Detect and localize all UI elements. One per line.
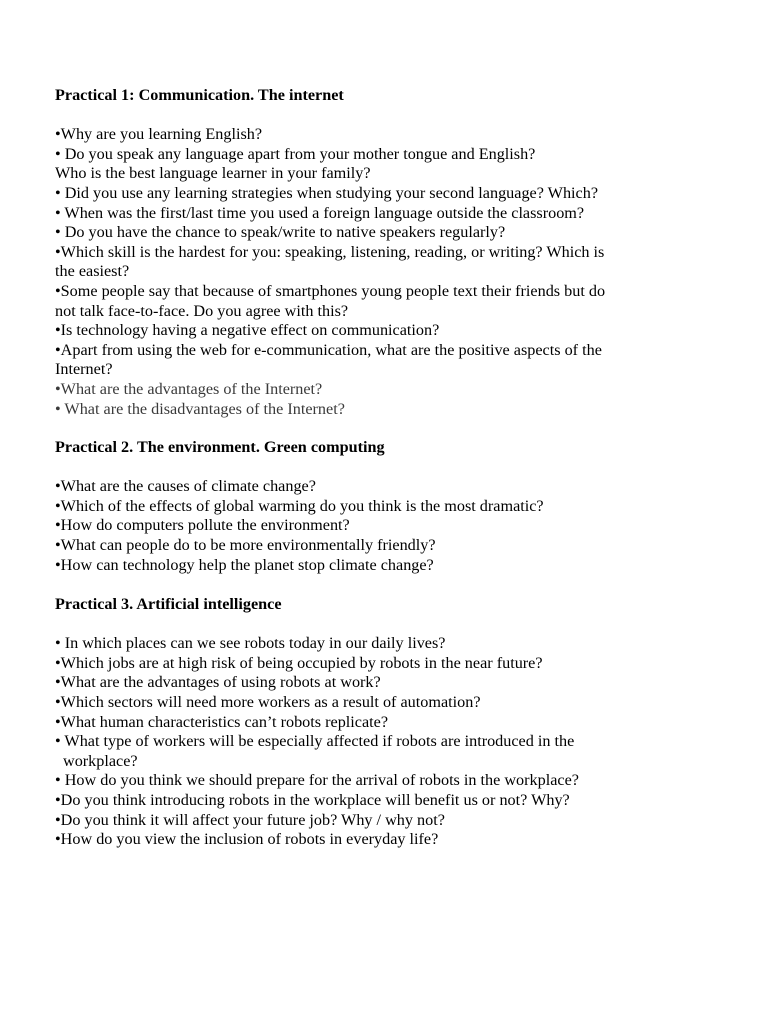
question-line: •Which jobs are at high risk of being occupied by robots in the near future? bbox=[55, 653, 543, 672]
question-line: •How can technology help the planet stop climate change? bbox=[55, 555, 434, 574]
practical-3-heading: Practical 3. Artificial intelligence bbox=[55, 595, 282, 613]
question-line: •How do you view the inclusion of robots in everyday life? bbox=[55, 830, 439, 849]
question-line: the easiest? bbox=[55, 262, 130, 281]
question-line: • Do you speak any language apart from your mother tongue and English? bbox=[55, 144, 536, 163]
practical-1-heading: Practical 1: Communication. The internet bbox=[55, 86, 344, 104]
question-line: •Which of the effects of global warming do you think is the most dramatic? bbox=[55, 496, 544, 515]
question-line: •Some people say that because of smartphones young people text their friends but do bbox=[55, 281, 606, 300]
question-line: •What are the advantages of using robots at work? bbox=[55, 673, 381, 692]
practical-1-section bbox=[55, 86, 695, 419]
question-line: • How do you think we should prepare for the arrival of robots in the workplace? bbox=[55, 771, 579, 790]
question-line: workplace? bbox=[63, 751, 138, 770]
question-line: •Which skill is the hardest for you: speaking, listening, reading, or writing? Which is bbox=[55, 242, 605, 261]
question-line: • Do you have the chance to speak/write to native speakers regularly? bbox=[55, 223, 506, 242]
question-line: •What are the advantages of the Internet? bbox=[55, 379, 323, 398]
question-line: • Did you use any learning strategies when studying your second language? Which? bbox=[55, 183, 599, 202]
question-line: •Do you think it will affect your future job? Why / why not? bbox=[55, 810, 445, 829]
question-line: Who is the best language learner in your family? bbox=[55, 164, 371, 183]
question-line: •What human characteristics can’t robots replicate? bbox=[55, 712, 389, 731]
question-line: •What are the causes of climate change? bbox=[55, 477, 316, 496]
question-line: not talk face-to-face. Do you agree with this? bbox=[55, 301, 349, 320]
question-line: • When was the first/last time you used a foreign language outside the classroom? bbox=[55, 203, 585, 222]
question-line: • What type of workers will be especially affected if robots are introduced in the bbox=[55, 732, 575, 751]
question-line: •Is technology having a negative effect on communication? bbox=[55, 321, 440, 340]
question-line: •Why are you learning English? bbox=[55, 125, 263, 144]
question-line: •Do you think introducing robots in the workplace will benefit us or not? Why? bbox=[55, 790, 570, 809]
practical-2-section bbox=[55, 438, 695, 575]
practical-3-section bbox=[55, 595, 695, 850]
question-line: Internet? bbox=[55, 360, 113, 379]
question-line: •Which sectors will need more workers as a result of automation? bbox=[55, 692, 481, 711]
question-line: • In which places can we see robots today in our daily lives? bbox=[55, 634, 446, 653]
question-line: •Apart from using the web for e-communication, what are the positive aspects of the bbox=[55, 340, 602, 359]
practical-2-heading: Practical 2. The environment. Green computing bbox=[55, 438, 385, 456]
question-line: •How do computers pollute the environment? bbox=[55, 516, 350, 535]
question-line: •What can people do to be more environmentally friendly? bbox=[55, 535, 436, 554]
question-line: • What are the disadvantages of the Internet? bbox=[55, 399, 345, 418]
